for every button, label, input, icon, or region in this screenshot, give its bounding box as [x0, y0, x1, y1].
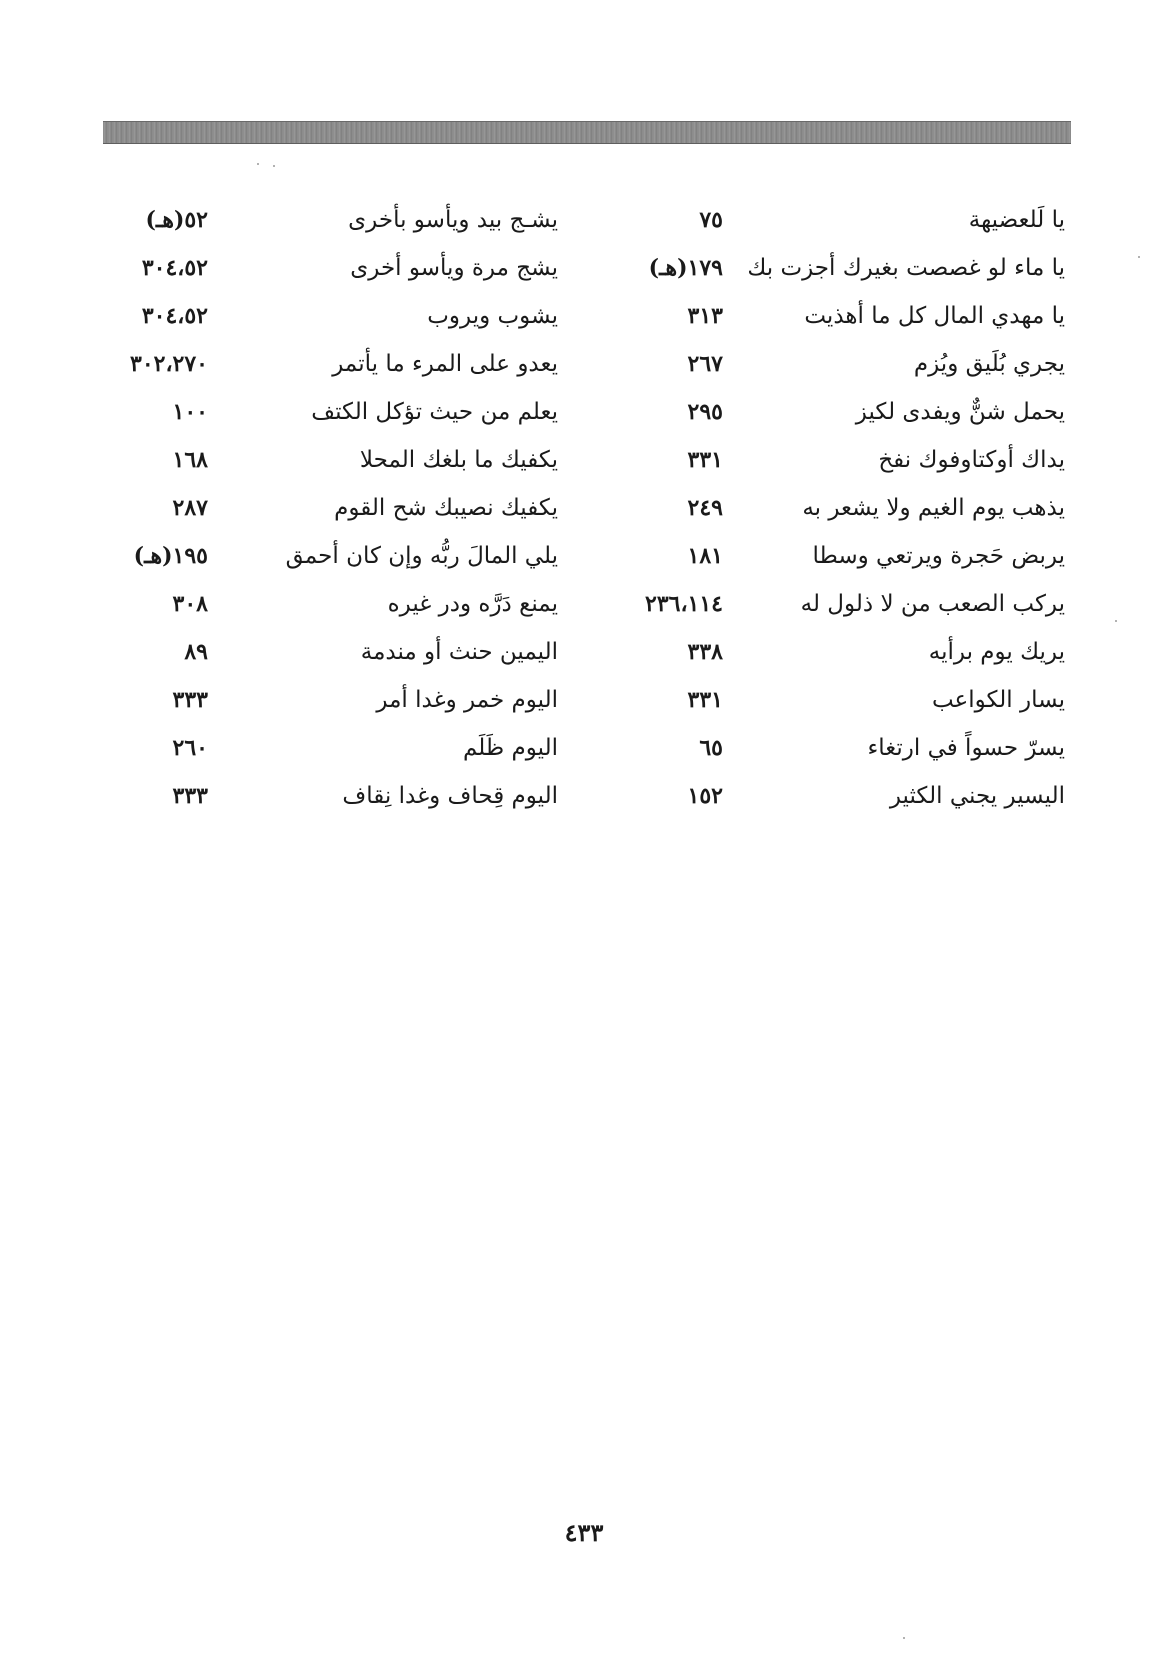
page-reference-right: ١٥٢	[687, 783, 723, 809]
scan-speck	[1138, 256, 1140, 258]
page-reference-right: ٢٣٦،١١٤	[645, 591, 723, 617]
proverb-entry-left: اليوم قِحاف وغدا نِقاف	[342, 783, 558, 809]
header-band	[103, 121, 1071, 144]
page-reference-right: ٦٥	[699, 735, 723, 761]
page-reference-left: ٣٠٨	[172, 591, 208, 617]
table-row	[0, 340, 1168, 388]
page-reference-right: ٣٣١	[687, 687, 723, 713]
page-reference-left: ٣٠٤،٥٢	[141, 303, 208, 329]
table-row	[0, 724, 1168, 772]
proverb-entry-right: يسرّ حسواً في ارتغاء	[867, 735, 1065, 761]
page-reference-left: ٨٩	[184, 639, 208, 665]
table-row	[0, 676, 1168, 724]
scan-speck	[903, 1637, 905, 1639]
table-row	[0, 244, 1168, 292]
scan-speck	[257, 163, 259, 165]
scan-speck	[1115, 620, 1117, 622]
proverb-entry-left: يشـج بيد ويأسو بأخرى	[348, 207, 558, 233]
proverb-entry-left: يلي المالَ ربُّه وإن كان أحمق	[285, 543, 558, 569]
page-reference-left: ٣٠٤،٥٢	[141, 255, 208, 281]
page-reference-left: ٢٨٧	[172, 495, 208, 521]
table-row	[0, 292, 1168, 340]
proverb-entry-right: يربض حَجرة ويرتعي وسطا	[812, 543, 1065, 569]
table-row	[0, 532, 1168, 580]
proverb-entry-left: اليوم ظَلَم	[463, 735, 558, 761]
page-reference-right: ١٧٩(هـ)	[648, 255, 723, 281]
proverb-entry-right: يريك يوم برأيه	[928, 639, 1065, 665]
table-row	[0, 484, 1168, 532]
proverb-entry-right: يا ماء لو غصصت بغيرك أجزت بك	[747, 255, 1065, 281]
page-reference-left: ١٩٥(هـ)	[133, 543, 208, 569]
proverb-entry-right: يذهب يوم الغيم ولا يشعر به	[802, 495, 1065, 521]
proverb-entry-left: اليمين حنث أو مندمة	[360, 639, 558, 665]
table-row	[0, 580, 1168, 628]
page-reference-left: ٣٣٣	[172, 687, 208, 713]
table-row	[0, 388, 1168, 436]
proverb-entry-left: يشج مرة ويأسو أخرى	[350, 255, 558, 281]
proverb-entry-right: يحمل شنٌّ ويفدى لكيز	[855, 399, 1065, 425]
proverb-entry-left: يعلم من حيث تؤكل الكتف	[311, 399, 558, 425]
proverb-entry-left: يمنع دَرَّه ودر غيره	[387, 591, 558, 617]
page-reference-right: ٢٩٥	[687, 399, 723, 425]
page-reference-left: ١٦٨	[172, 447, 208, 473]
table-row	[0, 436, 1168, 484]
index-table	[0, 196, 1168, 820]
proverb-entry-right: يا مهدي المال كل ما أهذيت	[804, 303, 1065, 329]
table-row	[0, 772, 1168, 820]
page-reference-left: ٣٣٣	[172, 783, 208, 809]
page-reference-right: ٢٦٧	[687, 351, 723, 377]
proverb-entry-left: يكفيك ما بلغك المحلا	[359, 447, 558, 473]
proverb-entry-right: يركب الصعب من لا ذلول له	[800, 591, 1065, 617]
page-reference-right: ٣٣٨	[687, 639, 723, 665]
table-row	[0, 628, 1168, 676]
proverb-entry-right: يسار الكواعب	[931, 687, 1065, 713]
table-row	[0, 196, 1168, 244]
page-reference-right: ٢٤٩	[687, 495, 723, 521]
proverb-entry-right: يا لَلعضيهة	[968, 207, 1065, 233]
page-reference-right: ٧٥	[699, 207, 723, 233]
page-number: ٤٣٣	[564, 1518, 604, 1547]
proverb-entry-right: يداك أوكتاوفوك نفخ	[878, 447, 1065, 473]
proverb-entry-left: يشوب ويروب	[427, 303, 558, 329]
page-reference-left: ٣٠٢،٢٧٠	[130, 351, 208, 377]
page-reference-right: ٣٣١	[687, 447, 723, 473]
page-reference-right: ٣١٣	[687, 303, 723, 329]
page-reference-left: ١٠٠	[172, 399, 208, 425]
proverb-entry-left: يعدو على المرء ما يأتمر	[332, 351, 558, 377]
proverb-entry-left: اليوم خمر وغدا أمر	[376, 687, 558, 713]
proverb-entry-right: يجري بُلَيق ويُزم	[913, 351, 1065, 377]
proverb-entry-right: اليسير يجني الكثير	[889, 783, 1065, 809]
page-reference-right: ١٨١	[687, 543, 723, 569]
page-reference-left: ٥٢(هـ)	[145, 207, 208, 233]
page-reference-left: ٢٦٠	[172, 735, 208, 761]
proverb-entry-left: يكفيك نصيبك شح القوم	[334, 495, 558, 521]
scan-speck	[273, 165, 275, 167]
